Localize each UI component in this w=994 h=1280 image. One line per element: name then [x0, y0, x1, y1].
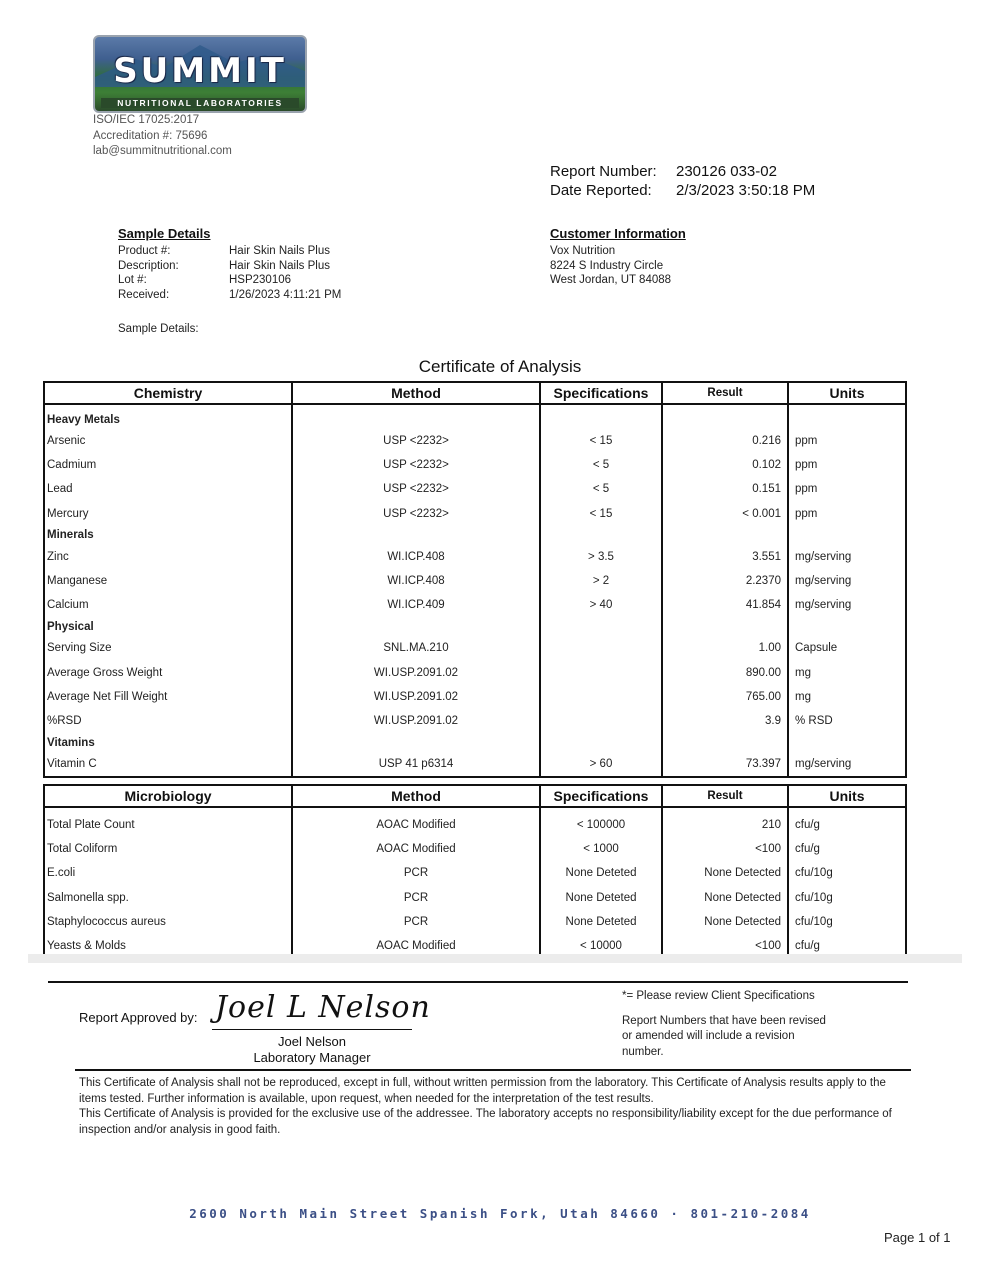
test-name-cell: %RSD — [44, 709, 292, 733]
table-row — [44, 477, 906, 501]
table-row — [44, 569, 906, 593]
result-cell: 2.2370 — [662, 569, 788, 593]
method-cell: SNL.MA.210 — [292, 636, 540, 660]
spec-cell: > 2 — [540, 569, 662, 593]
table-row — [44, 545, 906, 569]
test-name-cell: Cadmium — [44, 453, 292, 477]
table-row — [44, 593, 906, 617]
empty-cell — [292, 733, 540, 752]
test-name-cell: Staphylococcus aureus — [44, 910, 292, 934]
spec-cell: None Deteted — [540, 861, 662, 885]
test-name-cell: Zinc — [44, 545, 292, 569]
result-cell: 0.102 — [662, 453, 788, 477]
group-row — [44, 410, 906, 429]
table-row — [44, 837, 906, 861]
table-row — [44, 910, 906, 934]
result-cell: 1.00 — [662, 636, 788, 660]
date-reported-label: Date Reported: — [550, 182, 652, 199]
method-cell: AOAC Modified — [292, 813, 540, 837]
table-row — [44, 685, 906, 709]
result-cell: <100 — [662, 837, 788, 861]
report-number: 230126 033-02 — [676, 163, 777, 180]
col-header-units: Units — [788, 785, 906, 807]
empty-cell — [292, 617, 540, 636]
gray-divider — [28, 954, 962, 963]
units-cell: cfu/g — [788, 837, 906, 861]
description-value: Hair Skin Nails Plus — [229, 259, 330, 272]
test-name-cell: Arsenic — [44, 429, 292, 453]
result-cell: None Detected — [662, 861, 788, 885]
spec-cell: None Deteted — [540, 910, 662, 934]
col-header-microbiology: Microbiology — [44, 785, 292, 807]
spec-cell: < 5 — [540, 477, 662, 501]
description-label: Description: — [118, 259, 179, 272]
test-name-cell: Yeasts & Molds — [44, 934, 292, 959]
table-row — [44, 636, 906, 660]
test-name-cell: Manganese — [44, 569, 292, 593]
approver-title: Laboratory Manager — [253, 1050, 371, 1065]
result-cell: 41.854 — [662, 593, 788, 617]
spec-cell: < 15 — [540, 429, 662, 453]
result-cell: 0.216 — [662, 429, 788, 453]
units-cell: ppm — [788, 453, 906, 477]
table-row — [44, 709, 906, 733]
units-cell: ppm — [788, 502, 906, 526]
lab-logo — [93, 35, 307, 113]
test-name-cell: Total Plate Count — [44, 813, 292, 837]
result-cell: 765.00 — [662, 685, 788, 709]
method-cell: WI.USP.2091.02 — [292, 709, 540, 733]
received-label: Received: — [118, 288, 170, 301]
units-cell: cfu/g — [788, 813, 906, 837]
method-cell: PCR — [292, 886, 540, 910]
result-cell: <100 — [662, 934, 788, 959]
units-cell: mg/serving — [788, 752, 906, 777]
units-cell: mg/serving — [788, 545, 906, 569]
test-name-cell: Serving Size — [44, 636, 292, 660]
group-label: Vitamins — [44, 733, 292, 752]
empty-cell — [662, 733, 788, 752]
test-name-cell: Average Gross Weight — [44, 661, 292, 685]
spec-cell: > 40 — [540, 593, 662, 617]
product-label: Product #: — [118, 245, 171, 257]
customer-heading: Customer Information — [550, 226, 686, 241]
lot-label: Lot #: — [118, 274, 147, 286]
chemistry-table — [43, 381, 907, 778]
method-cell: PCR — [292, 861, 540, 885]
units-cell: ppm — [788, 429, 906, 453]
method-cell: USP <2232> — [292, 502, 540, 526]
test-name-cell: Total Coliform — [44, 837, 292, 861]
test-name-cell: Salmonella spp. — [44, 886, 292, 910]
units-cell: cfu/10g — [788, 861, 906, 885]
table-row — [44, 429, 906, 453]
lot-value: HSP230106 — [229, 274, 292, 286]
units-cell: cfu/10g — [788, 886, 906, 910]
test-name-cell: Lead — [44, 477, 292, 501]
units-cell: cfu/10g — [788, 910, 906, 934]
customer-address2: West Jordan, UT 84088 — [550, 274, 672, 286]
sample-details-heading: Sample Details — [118, 226, 211, 241]
col-header-specifications: Specifications — [540, 785, 662, 807]
result-cell: < 0.001 — [662, 502, 788, 526]
spec-cell — [540, 661, 662, 685]
result-cell: 890.00 — [662, 661, 788, 685]
spec-cell: < 10000 — [540, 934, 662, 959]
group-label: Heavy Metals — [44, 410, 292, 429]
product-value: Hair Skin Nails Plus — [229, 245, 330, 257]
spec-cell — [540, 709, 662, 733]
table-row — [44, 861, 906, 885]
table-row — [44, 453, 906, 477]
col-header-result: Result — [662, 785, 788, 807]
method-cell: USP <2232> — [292, 453, 540, 477]
table-row — [44, 661, 906, 685]
signature-line — [212, 1029, 412, 1030]
method-cell: WI.USP.2091.02 — [292, 685, 540, 709]
report-number-label: Report Number: — [550, 163, 657, 180]
sample-details — [118, 226, 341, 302]
method-cell: PCR — [292, 910, 540, 934]
signature: Joel L Nelson — [215, 990, 431, 1025]
col-header-specifications: Specifications — [540, 382, 662, 404]
test-name-cell: E.coli — [44, 861, 292, 885]
spec-cell: < 1000 — [540, 837, 662, 861]
revision-note: Report Numbers that have been revised or amended will include a revision number. — [622, 1014, 826, 1058]
result-cell: 210 — [662, 813, 788, 837]
units-cell: Capsule — [788, 636, 906, 660]
microbiology-table — [43, 784, 907, 960]
spec-cell: None Deteted — [540, 886, 662, 910]
table-row — [44, 886, 906, 910]
page-number: Page 1 of 1 — [884, 1230, 951, 1245]
units-cell: mg/serving — [788, 593, 906, 617]
empty-cell — [788, 526, 906, 545]
units-cell: mg — [788, 685, 906, 709]
result-cell: 73.397 — [662, 752, 788, 777]
units-cell: cfu/g — [788, 934, 906, 959]
units-cell: % RSD — [788, 709, 906, 733]
method-cell: AOAC Modified — [292, 837, 540, 861]
empty-cell — [540, 526, 662, 545]
empty-cell — [292, 410, 540, 429]
sample-details-note: Sample Details: — [118, 323, 199, 335]
result-cell: 3.9 — [662, 709, 788, 733]
col-header-method: Method — [292, 382, 540, 404]
received-value: 1/26/2023 4:11:21 PM — [229, 288, 342, 301]
result-cell: 3.551 — [662, 545, 788, 569]
col-header-result: Result — [662, 382, 788, 404]
method-cell: WI.ICP.408 — [292, 569, 540, 593]
method-cell: WI.USP.2091.02 — [292, 661, 540, 685]
group-label: Physical — [44, 617, 292, 636]
approved-by-label: Report Approved by: — [79, 1010, 198, 1025]
spec-cell: > 3.5 — [540, 545, 662, 569]
spec-cell — [540, 636, 662, 660]
spec-cell: > 60 — [540, 752, 662, 777]
spec-cell: < 100000 — [540, 813, 662, 837]
customer-info — [550, 226, 686, 288]
method-cell: AOAC Modified — [292, 934, 540, 959]
certificate-title: Certificate of Analysis — [418, 357, 582, 376]
units-cell: mg/serving — [788, 569, 906, 593]
date-reported: 2/3/2023 3:50:18 PM — [676, 182, 816, 199]
top-rule — [48, 981, 908, 983]
empty-cell — [788, 617, 906, 636]
test-name-cell: Average Net Fill Weight — [44, 685, 292, 709]
spec-cell: < 5 — [540, 453, 662, 477]
group-row — [44, 526, 906, 545]
empty-cell — [292, 526, 540, 545]
empty-cell — [662, 526, 788, 545]
empty-cell — [540, 733, 662, 752]
logo-subtitle: NUTRITIONAL LABORATORIES — [101, 98, 299, 108]
method-cell: WI.ICP.408 — [292, 545, 540, 569]
group-row — [44, 733, 906, 752]
empty-cell — [788, 410, 906, 429]
approver-name: Joel Nelson — [278, 1034, 346, 1049]
result-cell: None Detected — [662, 910, 788, 934]
units-cell: mg — [788, 661, 906, 685]
disclaimer-p1: This Certificate of Analysis shall not be reproduced, except in full, without written permission from the laboratory. This Certificate of Analysis results apply to the items tested. Further information is available, upon request, when needed for the interpretation of the test results. — [79, 1077, 886, 1105]
group-label: Minerals — [44, 526, 292, 545]
customer-name: Vox Nutrition — [550, 245, 616, 257]
test-name-cell: Calcium — [44, 593, 292, 617]
report-info — [550, 162, 840, 200]
spec-cell — [540, 685, 662, 709]
approver — [212, 1034, 412, 1066]
accreditation-number: Accreditation #: 75696 — [93, 129, 208, 142]
table-row — [44, 502, 906, 526]
empty-cell — [788, 733, 906, 752]
client-spec-note: *= Please review Client Specifications — [622, 990, 815, 1002]
col-header-chemistry: Chemistry — [44, 382, 292, 404]
iso-standard: ISO/IEC 17025:2017 — [93, 114, 200, 126]
units-cell: ppm — [788, 477, 906, 501]
test-name-cell: Mercury — [44, 502, 292, 526]
col-header-units: Units — [788, 382, 906, 404]
result-cell: 0.151 — [662, 477, 788, 501]
method-cell: USP 41 p6314 — [292, 752, 540, 777]
notes — [622, 989, 832, 1060]
empty-cell — [540, 617, 662, 636]
lab-info — [93, 113, 232, 160]
result-cell: None Detected — [662, 886, 788, 910]
empty-cell — [662, 410, 788, 429]
table-row — [44, 813, 906, 837]
test-name-cell: Vitamin C — [44, 752, 292, 777]
empty-cell — [662, 617, 788, 636]
lab-email: lab@summitnutritional.com — [93, 145, 232, 157]
empty-cell — [540, 410, 662, 429]
method-cell: WI.ICP.409 — [292, 593, 540, 617]
table-row — [44, 752, 906, 777]
spec-cell: < 15 — [540, 502, 662, 526]
customer-address1: 8224 S Industry Circle — [550, 259, 664, 272]
disclaimer-p2: This Certificate of Analysis is provided for the exclusive use of the addressee. The laboratory accepts no responsibility/liability except for the due performance of inspection and/or analysis in good faith. — [79, 1108, 892, 1136]
disclaimer — [79, 1076, 899, 1138]
col-header-method: Method — [292, 785, 540, 807]
method-cell: USP <2232> — [292, 477, 540, 501]
method-cell: USP <2232> — [292, 429, 540, 453]
bottom-rule — [75, 1069, 911, 1071]
lab-address: 2600 North Main Street Spanish Fork, Utah 84660 · 801-210-2084 — [189, 1206, 811, 1221]
group-row — [44, 617, 906, 636]
logo-wordmark: SUMMIT — [113, 51, 287, 91]
